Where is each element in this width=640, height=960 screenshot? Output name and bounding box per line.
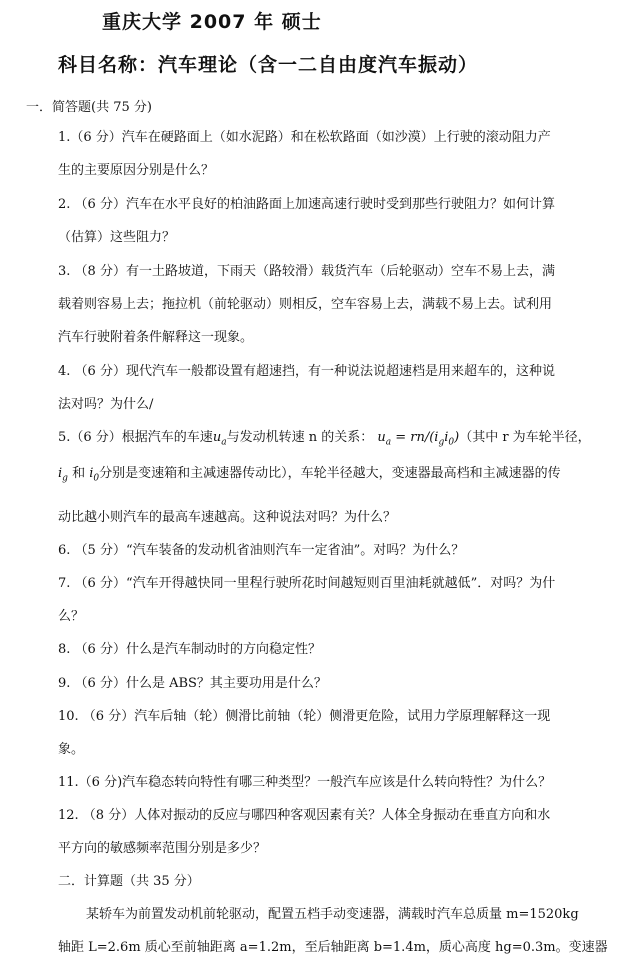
question-5-line-1: 5.（6 分）根据汽车的车速$u_a$与发动机转速 n 的关系： $u_a = rn/(i_gi_0)$（其中 r 为车轮半径，	[58, 430, 591, 448]
question-5-line-3: 动比越小则汽车的最高车速越高。这种说法对吗？为什么？	[58, 510, 397, 525]
calculation-paragraph: 某轿车为前置发动机前轮驱动，配置五档手动变速器，满载时汽车总质量 m=1520kg	[86, 907, 579, 922]
question-line: 法对吗？为什么/	[58, 397, 154, 412]
question-line: 么？	[58, 609, 85, 624]
question-line: 平方向的敏感频率范围分别是多少？	[58, 841, 267, 856]
question-line: 11.（6 分)汽车稳态转向特性有哪三种类型？一般汽车应该是什么转向特性？为什么？	[58, 775, 552, 790]
question-line: 4. （6 分）现代汽车一般都设置有超速挡，有一种说法说超速档是用来超车的，这种说	[58, 364, 555, 379]
question-line: 7. （6 分）“汽车开得越快同一里程行驶所花时间越短则百里油耗就越低”．对吗？为什	[58, 576, 556, 591]
question-line: 2. （6 分）汽车在水平良好的柏油路面上加速高速行驶时受到那些行驶阻力？如何计算	[58, 197, 555, 212]
speed-symbol: $u_a$	[212, 430, 227, 448]
question-5-line-2: $i_g$ 和 $i_0$分别是变速箱和主减速器传动比），车轮半径越大，变速器最高档和主减速器的传	[58, 466, 561, 484]
question-line: 3. （8 分）有一土路坡道，下雨天（路较滑）载货汽车（后轮驱动）空车不易上去，满	[58, 264, 555, 279]
document-title-school: 重庆大学 2007 年 硕士	[102, 11, 322, 33]
question-line: 9. （6 分）什么是 ABS？其主要功用是什么？	[58, 676, 327, 691]
document-title-subject: 科目名称：汽车理论（含一二自由度汽车振动）	[58, 54, 479, 76]
question-line: （估算）这些阻力？	[58, 230, 176, 245]
section-heading-calculation: 二．计算题（共 35 分）	[58, 874, 200, 889]
speed-formula: $u_a = rn/(i_gi_0)$	[377, 430, 460, 448]
question-line: 6. （5 分）“汽车装备的发动机省油则汽车一定省油”。对吗？为什么？	[58, 543, 465, 558]
calculation-paragraph: 轴距 L=2.6m 质心至前轴距离 a=1.2m，至后轴距离 b=1.4m，质心高度 hg=0.3m。变速器	[58, 940, 608, 955]
question-line: 象。	[58, 742, 85, 757]
question-line: 8. （6 分）什么是汽车制动时的方向稳定性？	[58, 642, 321, 657]
question-line: 1.（6 分）汽车在硬路面上（如水泥路）和在松软路面（如沙漠）上行驶的滚动阻力产	[58, 130, 551, 145]
question-line: 生的主要原因分别是什么？	[58, 163, 215, 178]
question-line: 载着则容易上去；拖拉机（前轮驱动）则相反，空车容易上去，满载不易上去。试利用	[58, 297, 553, 312]
section-heading-short-answer: 一．简答题(共 75 分)	[26, 100, 152, 115]
question-line: 10. （6 分）汽车后轴（轮）侧滑比前轴（轮）侧滑更危险，试用力学原理解释这一现	[58, 709, 551, 724]
question-line: 汽车行驶附着条件解释这一现象。	[58, 330, 254, 345]
question-line: 12. （8 分）人体对振动的反应与哪四种客观因素有关？人体全身振动在垂直方向和水	[58, 808, 551, 823]
